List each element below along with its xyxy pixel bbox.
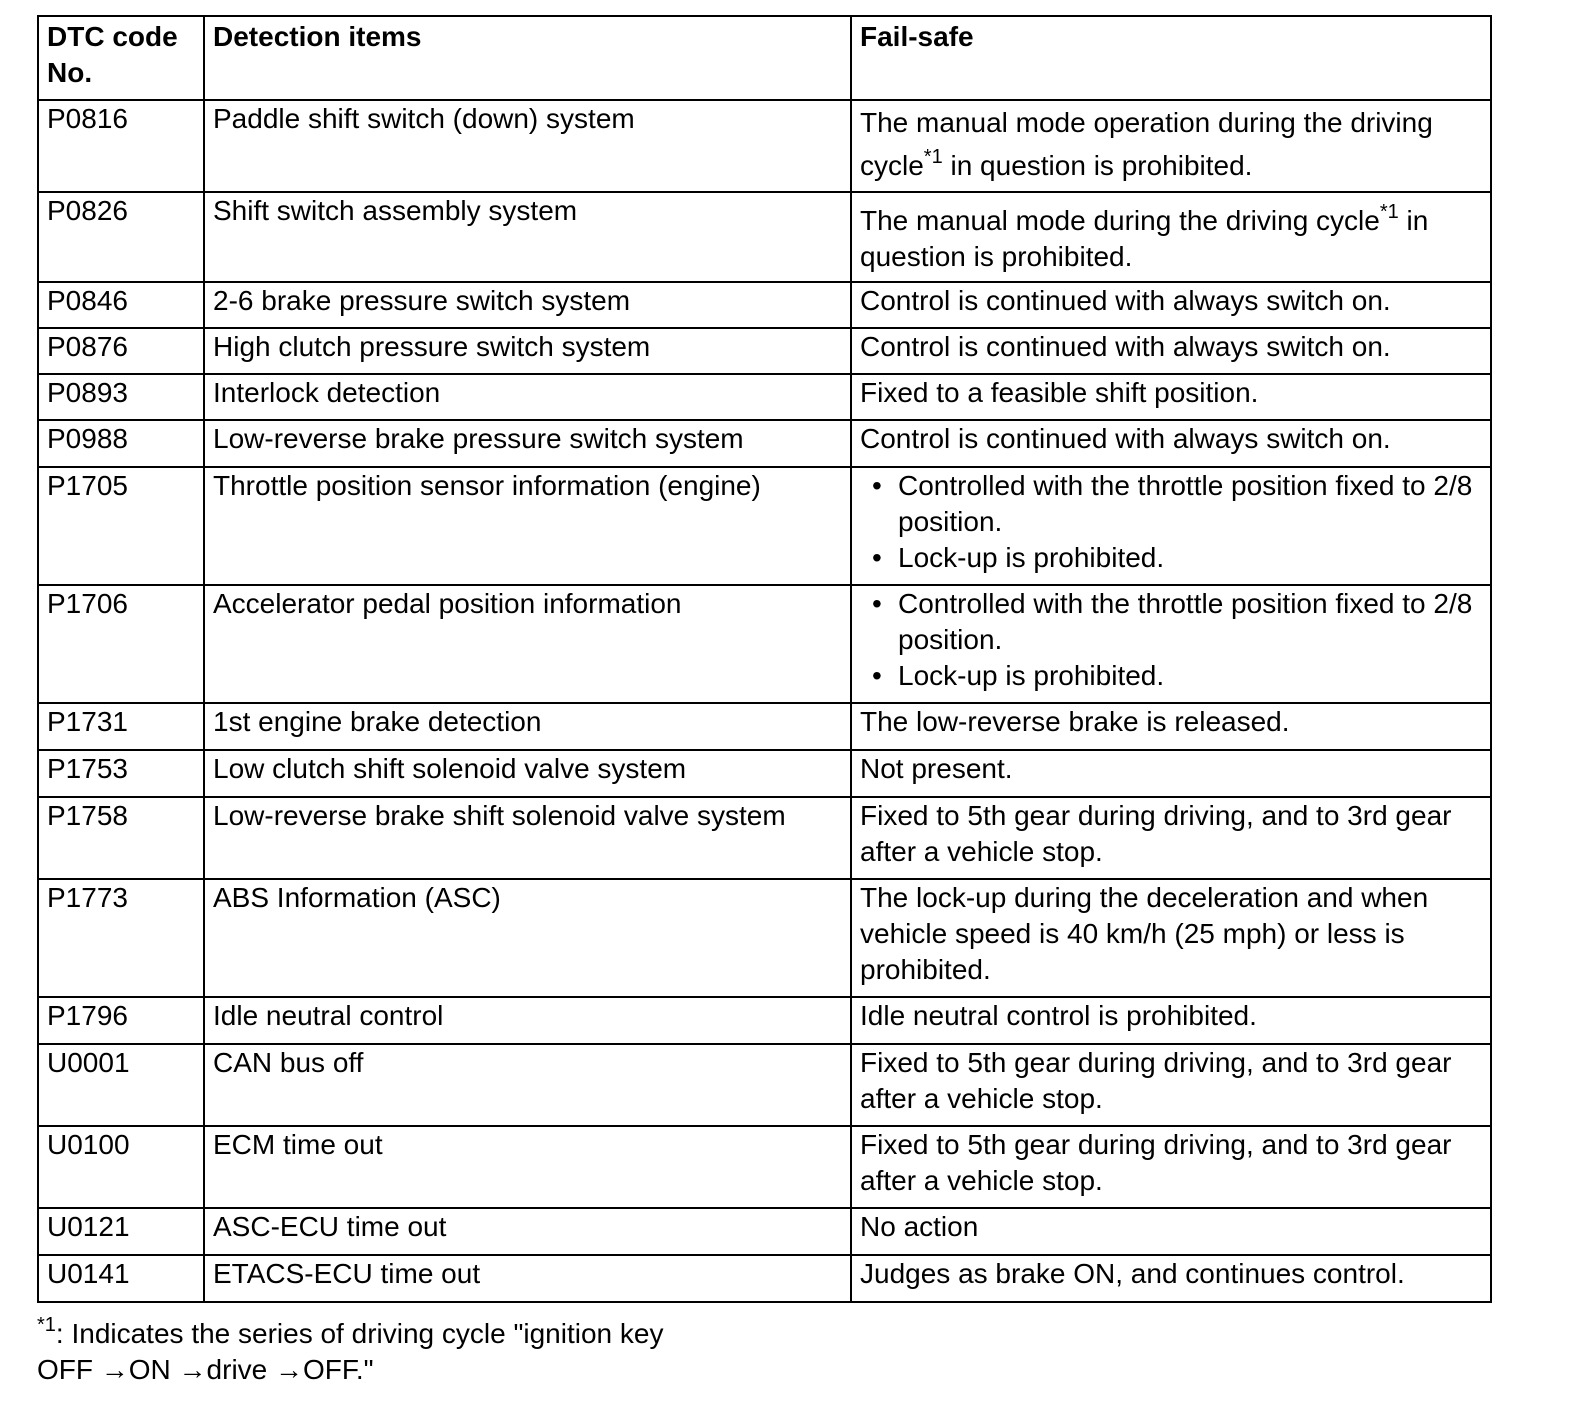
- detection-item: Shift switch assembly system: [204, 192, 851, 282]
- footnote-ref: *1: [923, 145, 943, 168]
- table-row: [38, 997, 1491, 1044]
- document: [37, 15, 1492, 1303]
- dtc-code: U0121: [38, 1208, 204, 1255]
- fail-safe: The lock-up during the deceleration and when vehicle speed is 40 km/h (25 mph) or less is prohibited.: [851, 879, 1491, 997]
- list-item: • Lock-up is prohibited.: [860, 658, 1482, 694]
- table-row: [38, 467, 1491, 585]
- footnote-mark: *1: [37, 1313, 56, 1336]
- fail-safe: The low-reverse brake is released.: [851, 703, 1491, 750]
- fail-safe-list: [860, 586, 1482, 694]
- fail-safe: Control is continued with always switch on.: [851, 328, 1491, 374]
- detection-item: Paddle shift switch (down) system: [204, 100, 851, 192]
- table-row: [38, 750, 1491, 797]
- detection-item: ETACS-ECU time out: [204, 1255, 851, 1302]
- table-row: [38, 1126, 1491, 1208]
- table-row: [38, 282, 1491, 328]
- fail-safe: Fixed to 5th gear during driving, and to 3rd gear after a vehicle stop.: [851, 797, 1491, 879]
- footnote-line-1: $^{*1}$: Indicates the series of driving cycle "ignition key: [37, 1313, 664, 1349]
- fail-safe: The manual mode operation during the driving cycle$^{*1}$ in question is prohibited.: [851, 100, 1491, 192]
- dtc-code: P0876: [38, 328, 204, 374]
- dtc-code: P0816: [38, 100, 204, 192]
- detection-item: Interlock detection: [204, 374, 851, 420]
- dtc-code: P0988: [38, 420, 204, 467]
- fail-safe: Not present.: [851, 750, 1491, 797]
- dtc-code: P0893: [38, 374, 204, 420]
- list-item: • Controlled with the throttle position fixed to 2/8 position.: [860, 468, 1482, 540]
- table-row: [38, 192, 1491, 282]
- dtc-code: U0001: [38, 1044, 204, 1126]
- fail-safe: Fixed to 5th gear during driving, and to 3rd gear after a vehicle stop.: [851, 1126, 1491, 1208]
- list-item: • Controlled with the throttle position fixed to 2/8 position.: [860, 586, 1482, 658]
- dtc-code: P0846: [38, 282, 204, 328]
- detection-item: CAN bus off: [204, 1044, 851, 1126]
- fail-safe: No action: [851, 1208, 1491, 1255]
- table-row: [38, 100, 1491, 192]
- table-row: [38, 420, 1491, 467]
- fail-safe: The manual mode during the driving cycle$^{*1}$ in question is prohibited.: [851, 192, 1491, 282]
- detection-item: ABS Information (ASC): [204, 879, 851, 997]
- detection-item: Low clutch shift solenoid valve system: [204, 750, 851, 797]
- dtc-code: P1705: [38, 467, 204, 585]
- dtc-code: P1753: [38, 750, 204, 797]
- header-fail-safe: Fail-safe: [851, 16, 1491, 100]
- table-row: [38, 374, 1491, 420]
- fail-safe: Idle neutral control is prohibited.: [851, 997, 1491, 1044]
- table-row: [38, 1255, 1491, 1302]
- dtc-code: P1773: [38, 879, 204, 997]
- detection-item: Low-reverse brake shift solenoid valve system: [204, 797, 851, 879]
- footnote-line-2: OFF →ON →drive →OFF.": [37, 1354, 374, 1385]
- detection-item: Accelerator pedal position information: [204, 585, 851, 703]
- fail-safe: Control is continued with always switch on.: [851, 420, 1491, 467]
- table-row: [38, 797, 1491, 879]
- detection-item: Idle neutral control: [204, 997, 851, 1044]
- detection-item: Low-reverse brake pressure switch system: [204, 420, 851, 467]
- fail-safe: Control is continued with always switch on.: [851, 282, 1491, 328]
- detection-item: High clutch pressure switch system: [204, 328, 851, 374]
- table-header-row: [38, 16, 1491, 100]
- detection-item: Throttle position sensor information (engine): [204, 467, 851, 585]
- dtc-code: P1706: [38, 585, 204, 703]
- dtc-code: P1758: [38, 797, 204, 879]
- fail-safe-list: [860, 468, 1482, 576]
- dtc-code: U0141: [38, 1255, 204, 1302]
- detection-item: 1st engine brake detection: [204, 703, 851, 750]
- dtc-code: P1731: [38, 703, 204, 750]
- table-row: [38, 703, 1491, 750]
- fail-safe: Fixed to 5th gear during driving, and to 3rd gear after a vehicle stop.: [851, 1044, 1491, 1126]
- table-row: [38, 1044, 1491, 1126]
- fail-safe: Judges as brake ON, and continues control.: [851, 1255, 1491, 1302]
- detection-item: ECM time out: [204, 1126, 851, 1208]
- table-row: [38, 1208, 1491, 1255]
- fail-safe: Fixed to a feasible shift position.: [851, 374, 1491, 420]
- header-dtc-code: DTC code No.: [38, 16, 204, 100]
- dtc-code: P1796: [38, 997, 204, 1044]
- list-item: • Lock-up is prohibited.: [860, 540, 1482, 576]
- table-row: [38, 328, 1491, 374]
- table-row: [38, 879, 1491, 997]
- detection-item: 2-6 brake pressure switch system: [204, 282, 851, 328]
- fail-safe: [851, 585, 1491, 703]
- dtc-code: U0100: [38, 1126, 204, 1208]
- dtc-table: [37, 15, 1492, 1303]
- header-detection-items: Detection items: [204, 16, 851, 100]
- footnote-ref: *1: [1379, 200, 1399, 223]
- detection-item: ASC-ECU time out: [204, 1208, 851, 1255]
- footnote: [37, 1313, 937, 1388]
- table-row: [38, 585, 1491, 703]
- fail-safe: [851, 467, 1491, 585]
- dtc-code: P0826: [38, 192, 204, 282]
